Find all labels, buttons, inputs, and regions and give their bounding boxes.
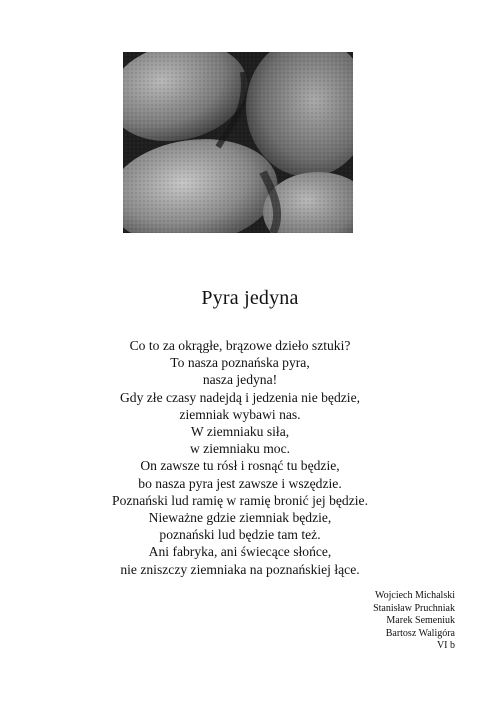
poem-line: Ani fabryka, ani świecące słońce, (148, 544, 332, 560)
poem-line: w ziemniaku moc. (189, 441, 291, 457)
poem-line: Gdy złe czasy nadejdą i jedzenia nie będzie, (119, 389, 361, 405)
poem-body (0, 337, 480, 578)
class-label: VI b (436, 640, 455, 652)
authors-block (373, 590, 455, 653)
potato-photo-image (123, 52, 353, 233)
poem-line: ziemniak wybawi nas. (179, 406, 301, 422)
author-name: Stanisław Pruchniak (373, 602, 455, 614)
author-name: Bartosz Waligóra (385, 627, 455, 639)
poem-line: W ziemniaku siła, (190, 424, 290, 440)
poem-line: nasza jedyna! (202, 372, 278, 388)
author-name: Marek Semeniuk (386, 615, 455, 627)
poem-title: Pyra jedyna (201, 287, 299, 309)
poem-line: Nieważne gdzie ziemniak będzie, (148, 510, 332, 526)
poem-line: Co to za okrągłe, brązowe dzieło sztuki? (129, 338, 351, 353)
poem-line: Poznański lud ramię w ramię bronić jej będzie. (112, 492, 368, 508)
poem-line: poznański lud będzie tam też. (159, 527, 321, 543)
poem-line: nie zniszczy ziemniaka na poznańskiej łące. (120, 561, 360, 577)
author-name: Wojciech Michalski (374, 590, 455, 601)
poem-line: On zawsze tu rósł i rosnąć tu będzie, (140, 458, 340, 474)
poem-line: To nasza poznańska pyra, (170, 355, 310, 371)
potato-photo (123, 52, 353, 233)
poem-line: bo nasza pyra jest zawsze i wszędzie. (138, 475, 342, 491)
